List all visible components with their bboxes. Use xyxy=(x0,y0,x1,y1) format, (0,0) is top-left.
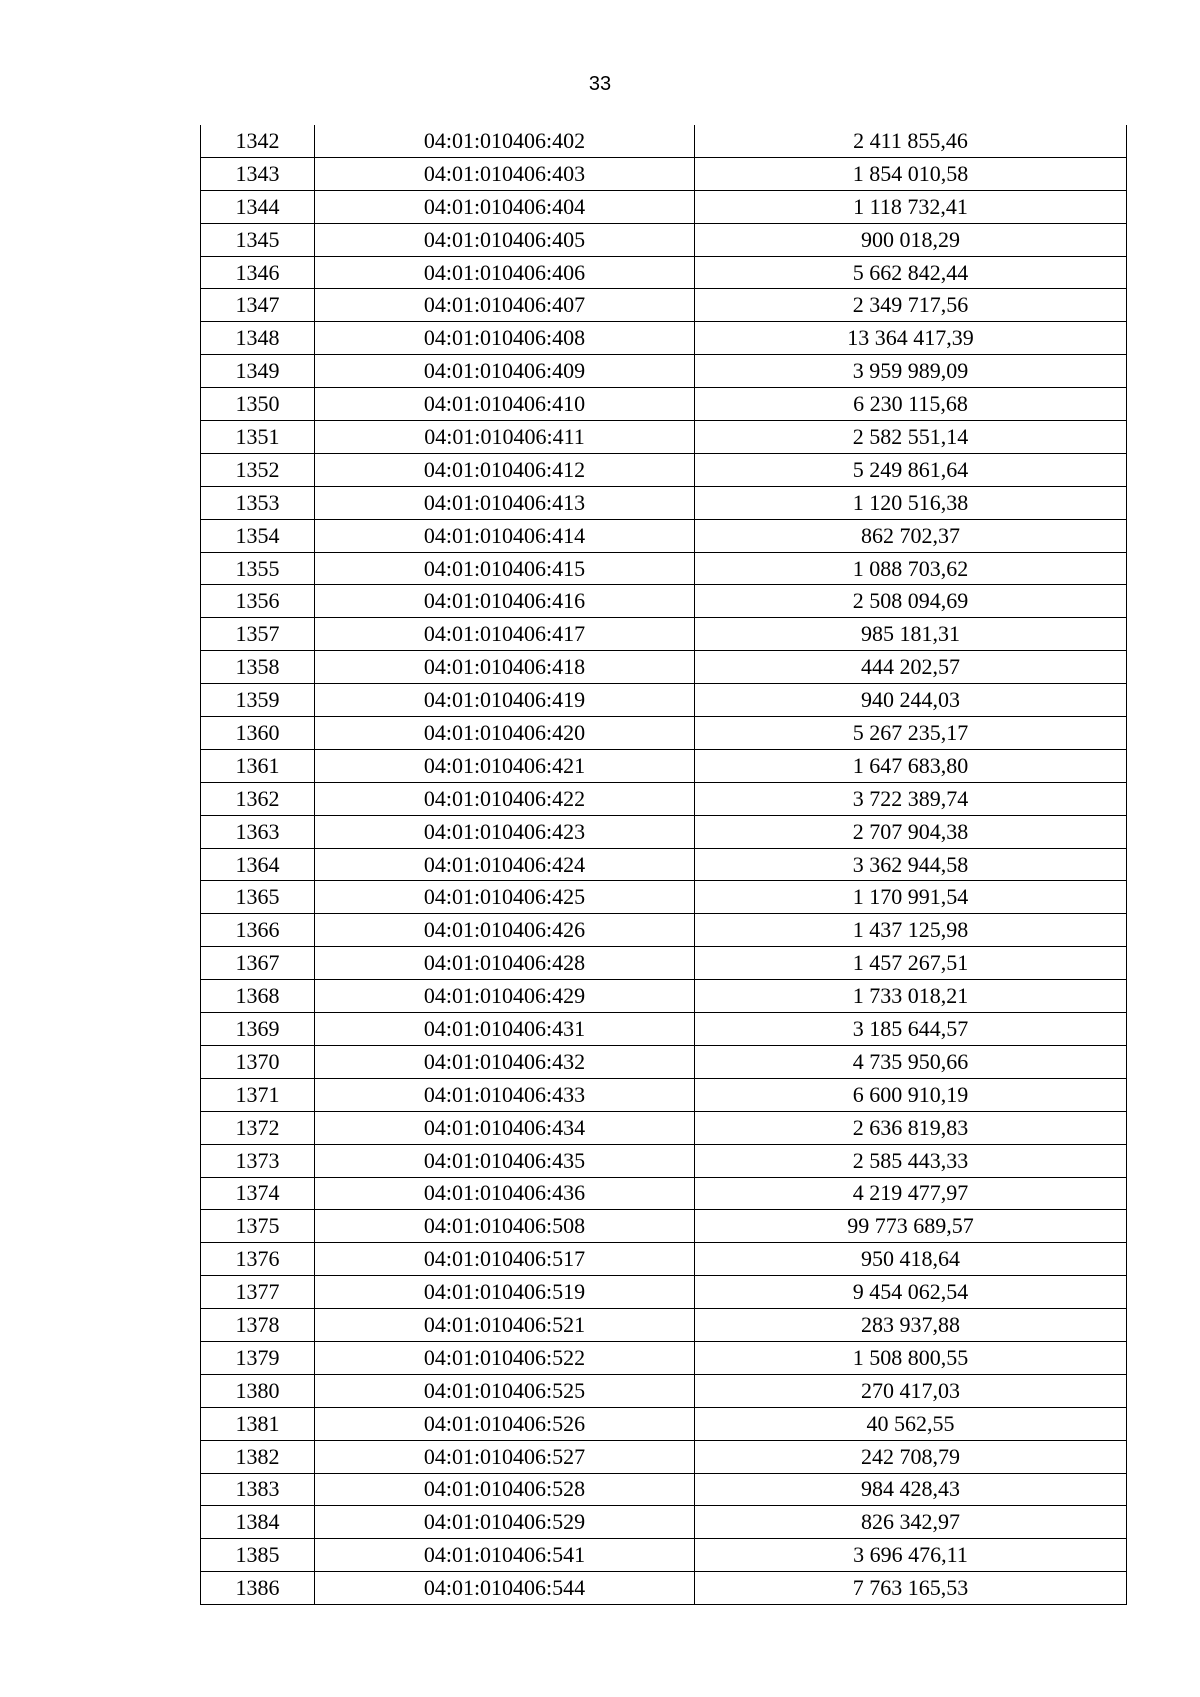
row-number-cell: 1386 xyxy=(201,1572,315,1605)
row-number-cell: 1383 xyxy=(201,1473,315,1506)
cadastral-number-cell: 04:01:010406:517 xyxy=(315,1243,695,1276)
table-row xyxy=(201,1276,1127,1309)
cadastral-number-cell: 04:01:010406:528 xyxy=(315,1473,695,1506)
cadastral-number-cell: 04:01:010406:405 xyxy=(315,223,695,256)
cadastral-value-cell: 283 937,88 xyxy=(695,1309,1127,1342)
row-number-cell: 1377 xyxy=(201,1276,315,1309)
cadastral-value-cell: 1 118 732,41 xyxy=(695,190,1127,223)
cadastral-value-cell: 1 120 516,38 xyxy=(695,486,1127,519)
cadastral-value-cell: 985 181,31 xyxy=(695,618,1127,651)
row-number-cell: 1385 xyxy=(201,1539,315,1572)
cadastral-value-cell: 826 342,97 xyxy=(695,1506,1127,1539)
cadastral-value-table xyxy=(200,125,1127,1605)
cadastral-number-cell: 04:01:010406:526 xyxy=(315,1407,695,1440)
row-number-cell: 1350 xyxy=(201,388,315,421)
row-number-cell: 1378 xyxy=(201,1309,315,1342)
row-number-cell: 1374 xyxy=(201,1177,315,1210)
row-number-cell: 1343 xyxy=(201,157,315,190)
row-number-cell: 1379 xyxy=(201,1341,315,1374)
row-number-cell: 1352 xyxy=(201,453,315,486)
cadastral-value-cell: 270 417,03 xyxy=(695,1374,1127,1407)
cadastral-number-cell: 04:01:010406:525 xyxy=(315,1374,695,1407)
row-number-cell: 1369 xyxy=(201,1013,315,1046)
table-row xyxy=(201,322,1127,355)
table-row xyxy=(201,1078,1127,1111)
row-number-cell: 1348 xyxy=(201,322,315,355)
cadastral-number-cell: 04:01:010406:404 xyxy=(315,190,695,223)
cadastral-number-cell: 04:01:010406:544 xyxy=(315,1572,695,1605)
row-number-cell: 1356 xyxy=(201,585,315,618)
row-number-cell: 1360 xyxy=(201,717,315,750)
cadastral-value-cell: 5 249 861,64 xyxy=(695,453,1127,486)
cadastral-number-cell: 04:01:010406:527 xyxy=(315,1440,695,1473)
table-row xyxy=(201,684,1127,717)
row-number-cell: 1346 xyxy=(201,256,315,289)
row-number-cell: 1353 xyxy=(201,486,315,519)
cadastral-value-cell: 6 600 910,19 xyxy=(695,1078,1127,1111)
cadastral-value-cell: 940 244,03 xyxy=(695,684,1127,717)
row-number-cell: 1357 xyxy=(201,618,315,651)
cadastral-number-cell: 04:01:010406:422 xyxy=(315,782,695,815)
row-number-cell: 1345 xyxy=(201,223,315,256)
cadastral-number-cell: 04:01:010406:419 xyxy=(315,684,695,717)
table-row xyxy=(201,914,1127,947)
table-row xyxy=(201,519,1127,552)
cadastral-value-cell: 40 562,55 xyxy=(695,1407,1127,1440)
cadastral-value-cell: 1 170 991,54 xyxy=(695,881,1127,914)
table-row xyxy=(201,585,1127,618)
table-row xyxy=(201,980,1127,1013)
table-row xyxy=(201,651,1127,684)
table-row xyxy=(201,815,1127,848)
row-number-cell: 1355 xyxy=(201,552,315,585)
page-number: 33 xyxy=(588,73,612,95)
table-row xyxy=(201,848,1127,881)
row-number-cell: 1381 xyxy=(201,1407,315,1440)
table-row xyxy=(201,1506,1127,1539)
cadastral-number-cell: 04:01:010406:414 xyxy=(315,519,695,552)
row-number-cell: 1384 xyxy=(201,1506,315,1539)
cadastral-value-cell: 2 349 717,56 xyxy=(695,289,1127,322)
cadastral-value-cell: 1 733 018,21 xyxy=(695,980,1127,1013)
cadastral-value-cell: 2 411 855,46 xyxy=(695,125,1127,157)
row-number-cell: 1359 xyxy=(201,684,315,717)
cadastral-number-cell: 04:01:010406:521 xyxy=(315,1309,695,1342)
cadastral-number-cell: 04:01:010406:425 xyxy=(315,881,695,914)
row-number-cell: 1344 xyxy=(201,190,315,223)
cadastral-number-cell: 04:01:010406:407 xyxy=(315,289,695,322)
cadastral-value-cell: 1 457 267,51 xyxy=(695,947,1127,980)
table-row xyxy=(201,881,1127,914)
row-number-cell: 1370 xyxy=(201,1045,315,1078)
cadastral-number-cell: 04:01:010406:410 xyxy=(315,388,695,421)
cadastral-value-cell: 5 662 842,44 xyxy=(695,256,1127,289)
cadastral-number-cell: 04:01:010406:409 xyxy=(315,355,695,388)
table-row xyxy=(201,782,1127,815)
table-row xyxy=(201,421,1127,454)
cadastral-number-cell: 04:01:010406:433 xyxy=(315,1078,695,1111)
table-row xyxy=(201,1572,1127,1605)
row-number-cell: 1382 xyxy=(201,1440,315,1473)
table-row xyxy=(201,749,1127,782)
row-number-cell: 1375 xyxy=(201,1210,315,1243)
cadastral-value-cell: 5 267 235,17 xyxy=(695,717,1127,750)
table-row xyxy=(201,355,1127,388)
cadastral-value-cell: 1 437 125,98 xyxy=(695,914,1127,947)
cadastral-value-cell: 6 230 115,68 xyxy=(695,388,1127,421)
cadastral-number-cell: 04:01:010406:415 xyxy=(315,552,695,585)
row-number-cell: 1372 xyxy=(201,1111,315,1144)
cadastral-number-cell: 04:01:010406:519 xyxy=(315,1276,695,1309)
table-row xyxy=(201,552,1127,585)
table-row xyxy=(201,1111,1127,1144)
table-row xyxy=(201,486,1127,519)
cadastral-value-cell: 2 636 819,83 xyxy=(695,1111,1127,1144)
table-row xyxy=(201,1013,1127,1046)
cadastral-value-cell: 2 582 551,14 xyxy=(695,421,1127,454)
row-number-cell: 1358 xyxy=(201,651,315,684)
row-number-cell: 1347 xyxy=(201,289,315,322)
cadastral-value-cell: 984 428,43 xyxy=(695,1473,1127,1506)
cadastral-number-cell: 04:01:010406:406 xyxy=(315,256,695,289)
row-number-cell: 1380 xyxy=(201,1374,315,1407)
cadastral-value-cell: 9 454 062,54 xyxy=(695,1276,1127,1309)
table-row xyxy=(201,289,1127,322)
table-row xyxy=(201,1309,1127,1342)
cadastral-value-cell: 2 508 094,69 xyxy=(695,585,1127,618)
row-number-cell: 1354 xyxy=(201,519,315,552)
cadastral-value-cell: 13 364 417,39 xyxy=(695,322,1127,355)
table-row xyxy=(201,1144,1127,1177)
row-number-cell: 1367 xyxy=(201,947,315,980)
table-row xyxy=(201,453,1127,486)
table-row xyxy=(201,223,1127,256)
table-row xyxy=(201,1407,1127,1440)
cadastral-number-cell: 04:01:010406:416 xyxy=(315,585,695,618)
row-number-cell: 1365 xyxy=(201,881,315,914)
table-row xyxy=(201,1374,1127,1407)
cadastral-number-cell: 04:01:010406:403 xyxy=(315,157,695,190)
cadastral-number-cell: 04:01:010406:402 xyxy=(315,125,695,157)
row-number-cell: 1364 xyxy=(201,848,315,881)
cadastral-number-cell: 04:01:010406:429 xyxy=(315,980,695,1013)
cadastral-value-cell: 3 362 944,58 xyxy=(695,848,1127,881)
cadastral-number-cell: 04:01:010406:508 xyxy=(315,1210,695,1243)
cadastral-value-cell: 4 735 950,66 xyxy=(695,1045,1127,1078)
row-number-cell: 1342 xyxy=(201,125,315,157)
row-number-cell: 1368 xyxy=(201,980,315,1013)
table-row xyxy=(201,1177,1127,1210)
cadastral-number-cell: 04:01:010406:424 xyxy=(315,848,695,881)
cadastral-number-cell: 04:01:010406:522 xyxy=(315,1341,695,1374)
cadastral-number-cell: 04:01:010406:428 xyxy=(315,947,695,980)
cadastral-number-cell: 04:01:010406:541 xyxy=(315,1539,695,1572)
table-row xyxy=(201,125,1127,157)
cadastral-number-cell: 04:01:010406:426 xyxy=(315,914,695,947)
cadastral-number-cell: 04:01:010406:413 xyxy=(315,486,695,519)
cadastral-number-cell: 04:01:010406:435 xyxy=(315,1144,695,1177)
cadastral-value-cell: 2 585 443,33 xyxy=(695,1144,1127,1177)
cadastral-number-cell: 04:01:010406:431 xyxy=(315,1013,695,1046)
cadastral-value-cell: 3 959 989,09 xyxy=(695,355,1127,388)
cadastral-number-cell: 04:01:010406:411 xyxy=(315,421,695,454)
cadastral-number-cell: 04:01:010406:418 xyxy=(315,651,695,684)
table-row xyxy=(201,717,1127,750)
table-row xyxy=(201,618,1127,651)
cadastral-value-cell: 3 722 389,74 xyxy=(695,782,1127,815)
cadastral-number-cell: 04:01:010406:434 xyxy=(315,1111,695,1144)
cadastral-value-cell: 862 702,37 xyxy=(695,519,1127,552)
cadastral-value-cell: 4 219 477,97 xyxy=(695,1177,1127,1210)
cadastral-number-cell: 04:01:010406:420 xyxy=(315,717,695,750)
table-row xyxy=(201,1440,1127,1473)
table-row xyxy=(201,1473,1127,1506)
table-row xyxy=(201,1341,1127,1374)
table-row xyxy=(201,947,1127,980)
cadastral-number-cell: 04:01:010406:436 xyxy=(315,1177,695,1210)
cadastral-number-cell: 04:01:010406:412 xyxy=(315,453,695,486)
cadastral-value-cell: 1 508 800,55 xyxy=(695,1341,1127,1374)
cadastral-value-cell: 1 854 010,58 xyxy=(695,157,1127,190)
table-row xyxy=(201,1243,1127,1276)
row-number-cell: 1376 xyxy=(201,1243,315,1276)
cadastral-value-cell: 99 773 689,57 xyxy=(695,1210,1127,1243)
row-number-cell: 1366 xyxy=(201,914,315,947)
table-row xyxy=(201,1210,1127,1243)
cadastral-value-cell: 1 088 703,62 xyxy=(695,552,1127,585)
table-body xyxy=(201,125,1127,1605)
row-number-cell: 1361 xyxy=(201,749,315,782)
cadastral-number-cell: 04:01:010406:421 xyxy=(315,749,695,782)
cadastral-number-cell: 04:01:010406:432 xyxy=(315,1045,695,1078)
table-row xyxy=(201,1045,1127,1078)
table-row xyxy=(201,256,1127,289)
row-number-cell: 1351 xyxy=(201,421,315,454)
cadastral-number-cell: 04:01:010406:408 xyxy=(315,322,695,355)
cadastral-number-cell: 04:01:010406:529 xyxy=(315,1506,695,1539)
table-row xyxy=(201,388,1127,421)
table-row xyxy=(201,1539,1127,1572)
cadastral-value-cell: 900 018,29 xyxy=(695,223,1127,256)
table-row xyxy=(201,157,1127,190)
row-number-cell: 1349 xyxy=(201,355,315,388)
cadastral-value-cell: 950 418,64 xyxy=(695,1243,1127,1276)
cadastral-value-cell: 3 185 644,57 xyxy=(695,1013,1127,1046)
row-number-cell: 1362 xyxy=(201,782,315,815)
cadastral-number-cell: 04:01:010406:417 xyxy=(315,618,695,651)
cadastral-value-cell: 3 696 476,11 xyxy=(695,1539,1127,1572)
cadastral-value-cell: 2 707 904,38 xyxy=(695,815,1127,848)
cadastral-value-cell: 444 202,57 xyxy=(695,651,1127,684)
row-number-cell: 1371 xyxy=(201,1078,315,1111)
table-row xyxy=(201,190,1127,223)
row-number-cell: 1373 xyxy=(201,1144,315,1177)
cadastral-value-cell: 1 647 683,80 xyxy=(695,749,1127,782)
row-number-cell: 1363 xyxy=(201,815,315,848)
cadastral-value-cell: 242 708,79 xyxy=(695,1440,1127,1473)
cadastral-value-cell: 7 763 165,53 xyxy=(695,1572,1127,1605)
cadastral-number-cell: 04:01:010406:423 xyxy=(315,815,695,848)
